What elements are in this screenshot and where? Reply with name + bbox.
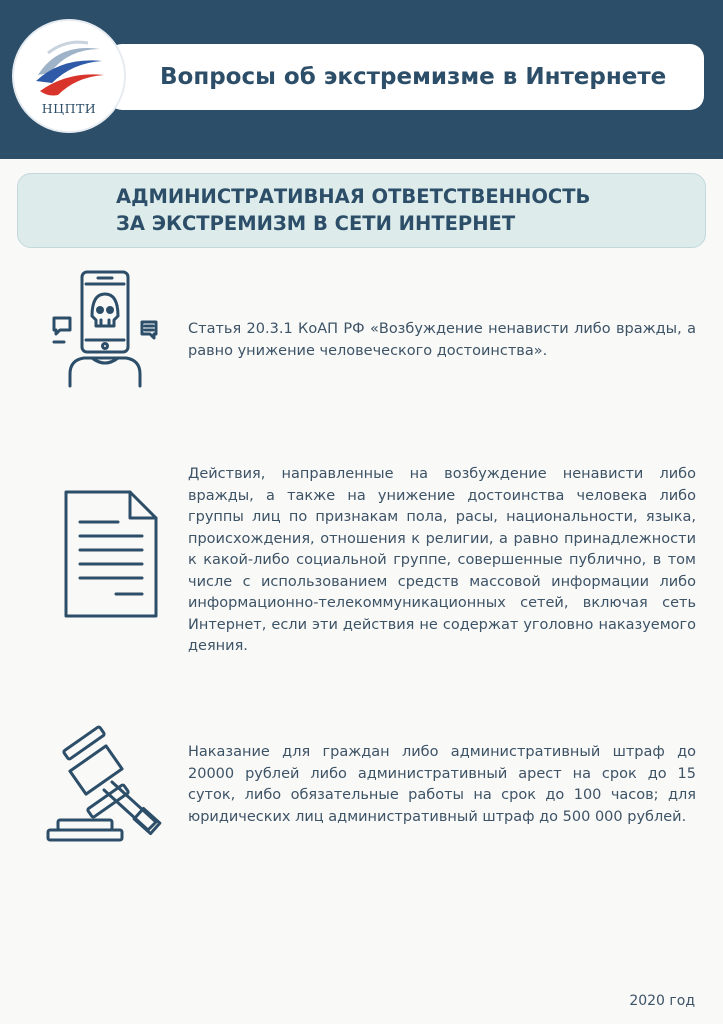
page-title: Вопросы об экстремизме в Интернете <box>160 64 667 90</box>
section-title-line-2: ЗА ЭКСТРЕМИЗМ В СЕТИ ИНТЕРНЕТ <box>116 212 516 235</box>
section-title <box>116 183 590 237</box>
section-heading-box <box>17 173 706 248</box>
footer-year: 2020 год <box>629 993 695 1009</box>
item-text-description: Действия, направленные на возбуждение ненависти либо вражды, а также на унижение достоинства человека либо группы лиц по признакам пола, расы, национальности, языка, происхождения, отношения к религии, а равно принадлежности к какой-либо социальной группе, совершенные публично, в том числе с использованием средств массовой информации либо информационно-телекоммуникационных сетей, включая сеть Интернет, если эти действия не содержат уголовно наказуемого деяния. <box>188 466 696 654</box>
gavel-icon <box>44 724 170 844</box>
page-header <box>0 0 723 159</box>
logo-text: НЦПТИ <box>41 101 97 116</box>
section-title-line-1: АДМИНИСТРАТИВНАЯ ОТВЕТСТВЕННОСТЬ <box>116 185 591 208</box>
logo-emblem-icon <box>28 35 110 101</box>
item-text-article: Статья 20.3.1 КоАП РФ «Возбуждение ненависти либо вражды, а равно унижение человеческого достоинства». <box>188 321 696 359</box>
document-icon <box>62 488 162 620</box>
item-text-penalty: Наказание для граждан либо административный штраф до 20000 рублей либо административный арест на срок до 15 суток, либо обязательные работы на срок до 100 часов; для юридических лиц административный штраф до 500 000 рублей. <box>188 744 696 825</box>
phone-skull-icon <box>48 270 164 390</box>
logo <box>12 19 126 133</box>
header-title-box <box>108 44 704 110</box>
